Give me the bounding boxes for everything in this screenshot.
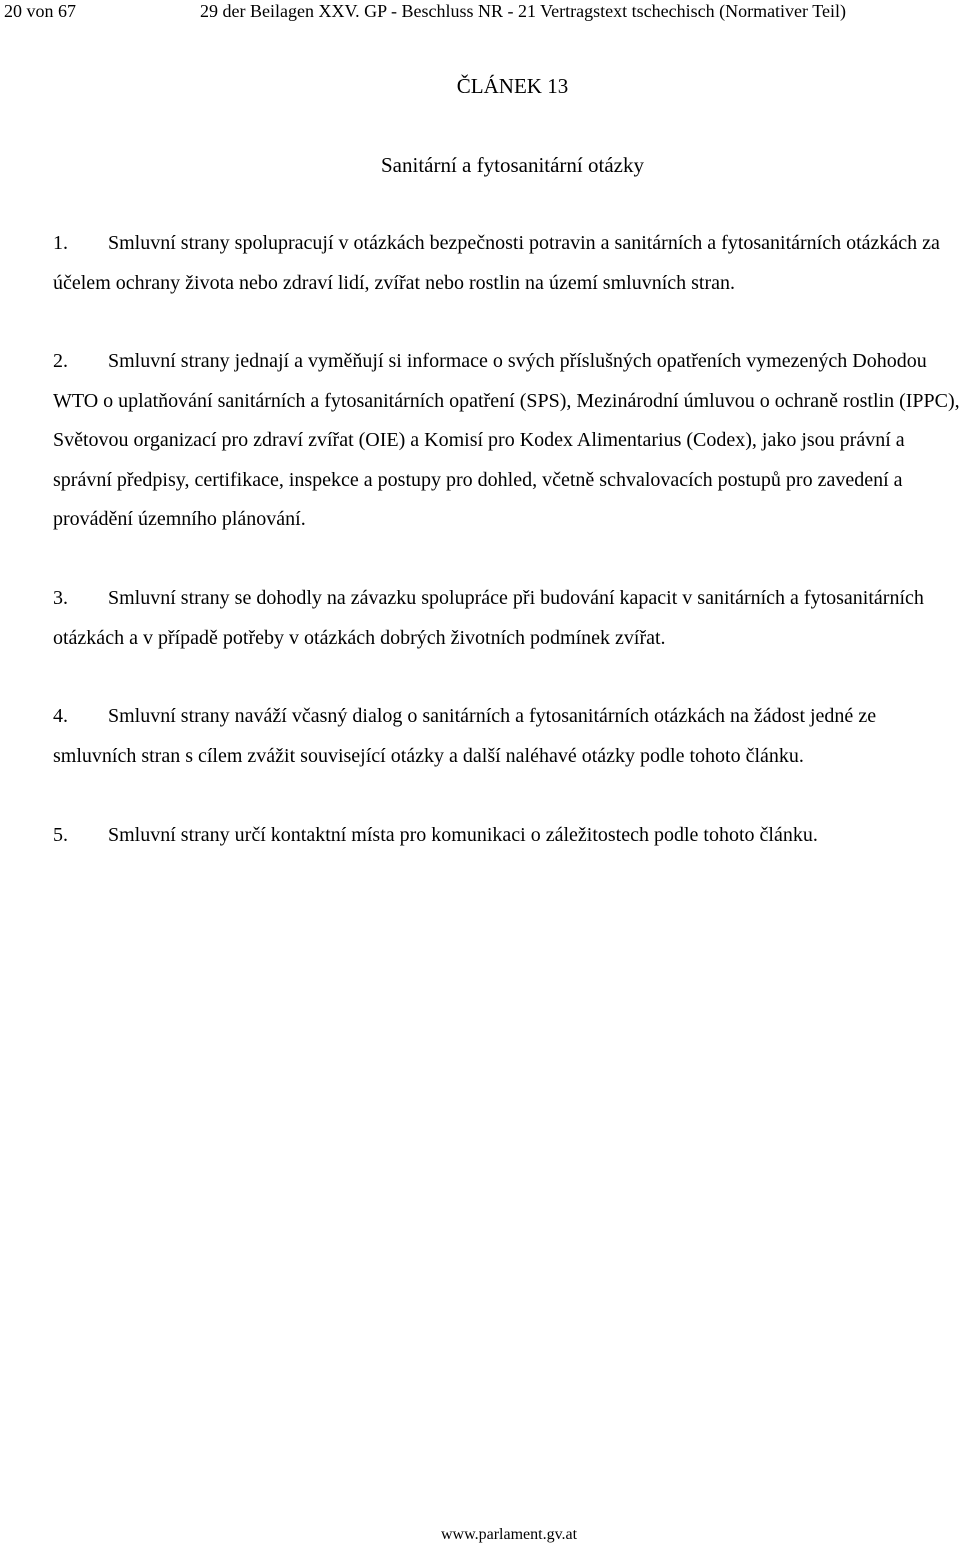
paragraph-text: Smluvní strany se dohodly na závazku spolupráce při budování kapacit v sanitárních a fytosanitárních otázkách a v případě potřeby v otázkách dobrých životních podmínek zvířat. [53,587,924,649]
paragraph-text: Smluvní strany spolupracují v otázkách bezpečnosti potravin a sanitárních a fytosanitárních otázkách za účelem ochrany života nebo zdraví lidí, zvířat nebo rostlin na území smluvních stran. [53,232,940,294]
paragraph-number: 1. [53,232,68,254]
paragraph-number: 5. [53,824,68,846]
paragraph-text: Smluvní strany naváží včasný dialog o sanitárních a fytosanitárních otázkách na žádost jedné ze smluvních stran s cílem zvážit související otázky a další naléhavé otázky podle tohoto článku. [53,705,877,767]
paragraph-number: 4. [53,705,68,727]
paragraph-text: Smluvní strany určí kontaktní místa pro komunikaci o záležitostech podle tohoto článku. [108,824,818,846]
page-number: 20 von 67 [4,1,76,21]
paragraph-text: Smluvní strany jednají a vyměňují si informace o svých příslušných opatřeních vymezených Dohodou WTO o uplatňování sanitárních a fytosanitárních opatření (SPS), Mezinárodní úmluvou o ochraně rostlin (IPPC), Světovou organizací pro zdraví zvířat (OIE) a Komisí pro Kodex Alimentarius (Codex), jako jsou právní a správní předpisy, certifikace, inspekce a postupy pro dohled, včetně schvalovacích postupů pro zavedení a provádění územního plánování. [53,350,960,530]
paragraph-5 [53,816,960,856]
paragraph-number: 3. [53,587,68,609]
footer-url: www.parlament.gv.at [441,1526,578,1543]
paragraph-2 [53,342,960,540]
article-title: Sanitární a fytosanitární otázky [380,153,644,177]
running-title: 29 der Beilagen XXV. GP - Beschluss NR - 21 Vertragstext tschechisch (Normativer Teil) [200,1,846,21]
article-number: ČLÁNEK 13 [456,74,569,98]
paragraph-4 [53,697,960,776]
paragraph-number: 2. [53,350,68,372]
paragraph-1 [53,224,960,303]
paragraph-3 [53,579,960,658]
